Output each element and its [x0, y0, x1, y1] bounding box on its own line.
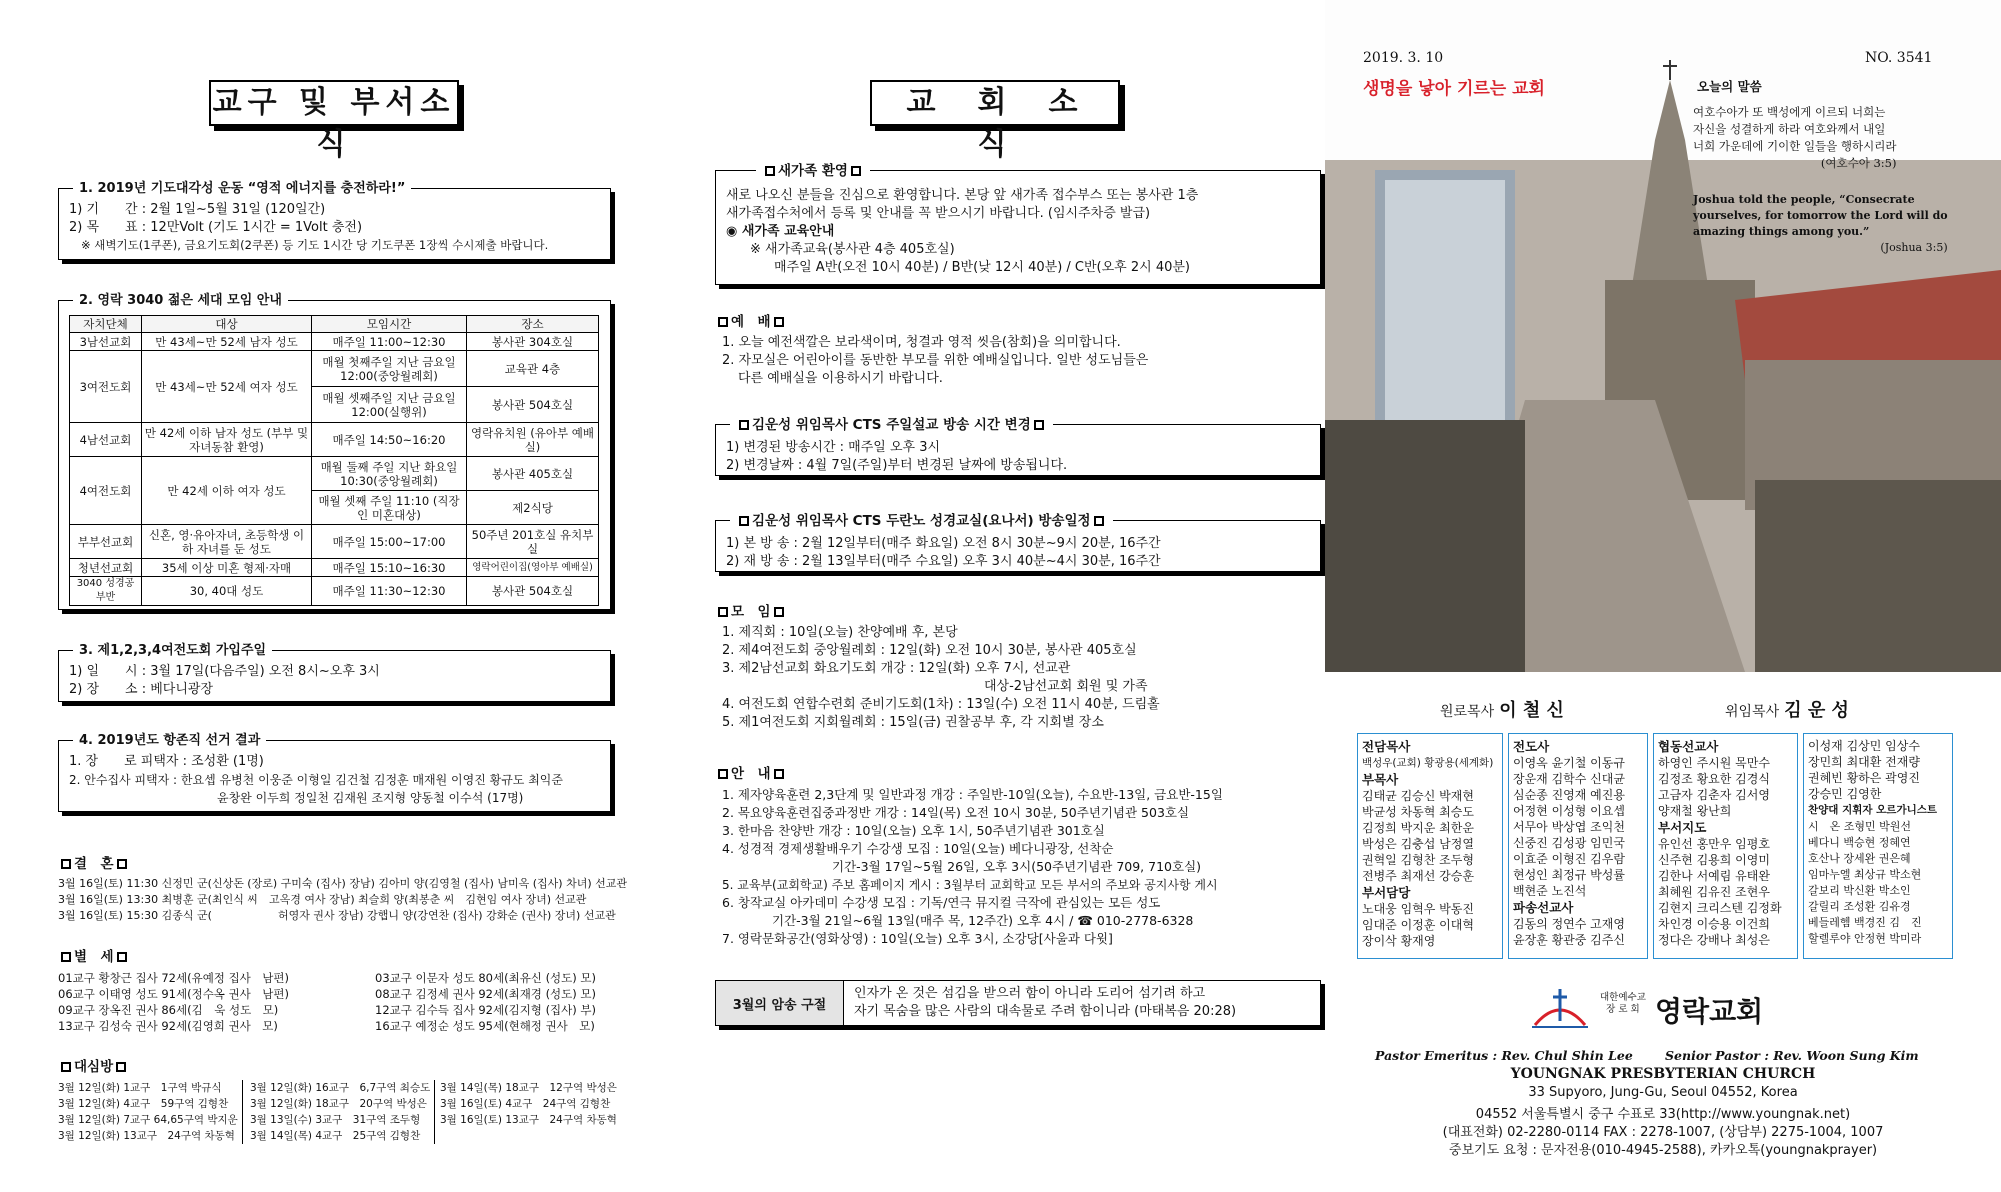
- clergy-line: 박균성 차동혁 최승도: [1362, 805, 1474, 819]
- clergy-heading: 부목사: [1362, 772, 1399, 787]
- clergy-heading: 전담목사: [1362, 739, 1411, 754]
- prayer-goal: 2) 목 표 : 12만Volt (기도 1시간 = 1Volt 충전): [69, 220, 363, 235]
- list-item: 03교구 이문자 성도 80세(최유신 (성도) 모): [375, 971, 597, 985]
- cts-schedule-change-section: [715, 417, 1321, 476]
- education-heading: ◉ 새가족 교육안내: [726, 224, 835, 239]
- welcome-text-2: 새가족접수처에서 등록 및 안내를 꼭 받으시기 바랍니다. (임시주차증 발급): [726, 206, 1151, 221]
- memory-verse-label: 3월의 암송 구절: [716, 981, 844, 1025]
- election-section: [58, 733, 611, 812]
- table-cell: 청년선교회: [70, 559, 142, 577]
- clergy-box-4: [1803, 733, 1953, 959]
- deacon-elected-cont: 윤창완 이두희 정일천 김재원 조지형 양동철 이수석 (17명): [217, 791, 524, 805]
- clergy-line: 차인경 이승용 이건희: [1658, 917, 1770, 931]
- table-cell: 매주일 15:00~17:00: [312, 525, 467, 559]
- list-item: 4. 여전도회 연합수련회 준비기도회(1차) : 13일(수) 오전 11시 40분, 드림홀: [722, 697, 1160, 712]
- clergy-line: 하영인 주시원 목만수: [1658, 756, 1770, 770]
- clergy-line: 김태균 김승신 박재현: [1362, 789, 1474, 803]
- table-cell: 4여전도회: [70, 457, 142, 525]
- education-place: ※ 새가족교육(봉사관 4층 405호실): [750, 242, 955, 257]
- visit-col-3: [440, 1080, 617, 1128]
- list-item: 3. 한마음 찬양반 개강 : 10일(오늘) 오후 1시, 50주년기념관 301호실: [722, 823, 1105, 838]
- clergy-line: 백현준 노진석: [1513, 884, 1587, 898]
- wedding-heading: 결 혼: [58, 852, 130, 872]
- cts-main-broadcast: 1) 본 방 송 : 2월 12일부터(매주 화요일) 오전 8시 30분~9시 20분, 16주간: [726, 536, 1161, 551]
- list-item: 3월 16일(토) 13교구 24구역 차동혁: [440, 1114, 617, 1126]
- clergy-line: 장민희 최대환 전재량: [1808, 755, 1920, 769]
- list-item: 3월 14일(목) 4교구 25구역 김형찬: [250, 1130, 421, 1142]
- table-cell: 봉사관 504호실: [467, 577, 599, 606]
- clergy-line: 윤장훈 황관중 김주신: [1513, 933, 1625, 947]
- list-item: 1. 제직회 : 10일(오늘) 찬양예배 후, 본당: [722, 625, 958, 640]
- logo-church-name: 영락교회: [1655, 995, 1764, 1028]
- middle-page-title: 교 회 소 식: [870, 80, 1120, 126]
- table-cell: 만 42세 이하 여자 성도: [142, 457, 312, 525]
- table-cell: 매주일 14:50~16:20: [312, 423, 467, 457]
- clergy-line: 유인선 홍만우 임평호: [1658, 837, 1770, 851]
- list-item: 7. 영락문화공간(영화상영) : 10일(오늘) 오후 3시, 소강당[사울과 다윗]: [722, 931, 1113, 946]
- notice-list: [722, 786, 1223, 948]
- clergy-line: 임마누엘 최상규 박소현: [1808, 868, 1922, 881]
- clergy-line: 이성재 김상민 임상수: [1808, 739, 1920, 753]
- clergy-line: 김현지 크리스텐 김정화: [1658, 901, 1782, 915]
- table-cell: 영락어린이집(영아부 예배실): [467, 559, 599, 577]
- deacon-elected: 2. 안수집사 피택자 : 한요셉 유병천 이웅준 이형일 김건철 김정훈 매재원 이영진 황규도 최익준: [69, 773, 563, 787]
- clergy-heading: 부서지도: [1658, 820, 1707, 835]
- clergy-line: 갈릴리 조성환 김유경: [1808, 900, 1911, 913]
- passing-list-right: [375, 970, 596, 1034]
- list-item: 2. 목요양육훈련집중과정반 개강 : 14일(목) 오전 10시 30분, 50주년기념관 503호실: [722, 805, 1190, 820]
- table-cell: 만 42세 이하 남자 성도 (부부 및 자녀동참 환영): [142, 423, 312, 457]
- clergy-line: 이영옥 윤기철 이동규: [1513, 756, 1625, 770]
- left-page-title: 교구 및 부서소식: [209, 80, 459, 126]
- prayer-note: ※ 새벽기도(1쿠폰), 금요기도회(2쿠폰) 등 기도 1시간 당 기도쿠폰 1장씩 수시제출 바랍니다.: [81, 238, 549, 252]
- right-page: [1325, 0, 2001, 1192]
- table-cell: 봉사관 405호실: [467, 457, 599, 491]
- list-item: 5. 교육부(교회학교) 주보 홈페이지 게시 : 3월부터 교회학교 모든 부서의 주보와 공지사항 게시: [722, 878, 1218, 892]
- visit-col-1: [58, 1080, 243, 1144]
- list-item: 3월 12일(화) 4교구 59구역 김형찬: [58, 1098, 229, 1110]
- clergy-line: 전병주 최재선 강승훈: [1362, 869, 1474, 883]
- prayer-period: 1) 기 간 : 2월 1일~5월 31일 (120일간): [69, 202, 326, 217]
- table-cell: 만 43세~만 52세 남자 성도: [142, 333, 312, 351]
- list-item: 5. 제1여전도회 지회월례회 : 15일(금) 권찰공부 후, 각 지회별 장소: [722, 715, 1104, 730]
- logo-denomination: [1600, 992, 1646, 1016]
- cts-change-date: 2) 변경날짜 : 4월 7일(주일)부터 변경된 날짜에 방송됩니다.: [726, 458, 1068, 473]
- list-item: 3월 12일(화) 18교구 20구역 박성은: [250, 1098, 427, 1110]
- verse-line: Joshua told the people, “Consecrate: [1693, 193, 1915, 206]
- pastor-emeritus-en: Pastor Emeritus : Rev. Chul Shin Lee: [1375, 1048, 1633, 1063]
- wedding-list: [58, 876, 627, 924]
- cts-bible-class-section: [715, 513, 1321, 572]
- young-generation-section: [58, 293, 611, 610]
- list-item: 16교구 예정순 성도 95세(현해정 권사 모): [375, 1019, 595, 1033]
- table-cell: 매월 둘째 주일 지난 화요일 10:30(중앙월례회): [312, 457, 467, 491]
- verse-line: 여호수아가 또 백성에게 이르되 너희는: [1693, 105, 1886, 119]
- clergy-line: 박성은 김충섭 남정열: [1362, 837, 1474, 851]
- clergy-line: 백성우(교회) 황광용(세계화): [1362, 757, 1494, 769]
- list-item: 3월 12일(화) 7교구 64,65구역 박지운: [58, 1114, 238, 1126]
- table-cell: 매월 셋째 주일 11:10 (직장인 미혼대상): [312, 491, 467, 525]
- today-word-korean: [1693, 104, 1896, 172]
- table-cell: 매주일 15:10~16:30: [312, 559, 467, 577]
- list-item: 3월 16일(토) 11:30 신정민 군(신상돈 (장로) 구미숙 (집사) 장남) 김아미 양(김영철 (집사) 남미옥 (집사) 차녀) 선교관: [58, 877, 628, 890]
- list-item: 1. 오늘 예전색깔은 보라색이며, 청결과 영적 씻음(참회)을 의미합니다.: [722, 335, 1121, 350]
- list-item: 다른 예배실을 이용하시기 바랍니다.: [738, 371, 943, 386]
- clergy-box-2: [1508, 733, 1648, 959]
- memory-verse-box: [715, 980, 1321, 1026]
- list-item: 대상-2남선교회 회원 및 가족: [984, 679, 1148, 694]
- join-place: 2) 장 소 : 베다니광장: [69, 682, 214, 697]
- list-item: 12교구 김수득 집사 92세(김지형 (집사) 부): [375, 1003, 597, 1017]
- clergy-line: 김정조 황요한 김경식: [1658, 772, 1770, 786]
- table-cell: 제2식당: [467, 491, 599, 525]
- list-item: 01교구 황창근 집사 72세(유예정 집사 남편): [58, 971, 289, 985]
- clergy-line: 정다은 강배나 최성은: [1658, 933, 1770, 947]
- church-name-en: YOUNGNAK PRESBYTERIAN CHURCH: [1510, 1066, 1816, 1082]
- list-item: 2. 자모실은 어린아이를 동반한 부모를 위한 예배실입니다. 일반 성도님들은: [722, 353, 1149, 368]
- table-cell: 부부선교회: [70, 525, 142, 559]
- list-item: 6. 창작교실 아카데미 수강생 모집 : 기독/연극 뮤지컬 극작에 관심있는 모든 성도: [722, 895, 1161, 910]
- clergy-heading: 부서담당: [1362, 885, 1411, 900]
- verse-line: 너희 가운데에 기이한 일들을 행하시리라: [1693, 139, 1897, 153]
- worship-heading: 예 배: [715, 310, 787, 330]
- table-cell: 35세 이상 미혼 형제·자매: [142, 559, 312, 577]
- clergy-line: 고금자 김춘자 김서영: [1658, 788, 1770, 802]
- logo-text-1: 대한예수교: [1600, 992, 1646, 1003]
- list-item: 06교구 이태영 성도 91세(정수옥 권사 남편): [58, 987, 289, 1001]
- clergy-line: 베다니 백승현 정혜연: [1808, 836, 1911, 849]
- verse-line: amazing things among you.”: [1693, 225, 1870, 238]
- elder-elected: 1. 장 로 피택자 : 조성환 (1명): [69, 754, 264, 769]
- col-header: 장소: [467, 316, 599, 333]
- address-ko: 04552 서울특별시 중구 수표로 33(http://www.youngnak.net): [1475, 1107, 1851, 1122]
- cts-change-time: 1) 변경된 방송시간 : 매주일 오후 3시: [726, 440, 941, 455]
- list-item: 09교구 장옥진 권사 86세(김 욱 성도 모): [58, 1003, 279, 1017]
- middle-page: [650, 0, 1320, 1192]
- table-cell: 매주일 11:00~12:30: [312, 333, 467, 351]
- clergy-line: 장이삭 황재영: [1362, 934, 1436, 948]
- young-generation-heading: 2. 영락 3040 젊은 세대 모임 안내: [73, 289, 288, 308]
- clergy-heading: 협동선교사: [1658, 739, 1719, 754]
- clergy-line: 베들레헴 백경진 김 진: [1808, 916, 1922, 929]
- clergy-line: 현성인 최정규 박성률: [1513, 868, 1625, 882]
- table-cell: 만 43세~만 52세 여자 성도: [142, 351, 312, 423]
- table-cell: 3남선교회: [70, 333, 142, 351]
- clergy-line: 호산나 장세완 권은혜: [1808, 852, 1911, 865]
- clergy-line: 노대웅 임혁우 박동진: [1362, 902, 1474, 916]
- list-item: 3월 16일(토) 4교구 24구역 김형찬: [440, 1098, 611, 1110]
- logo-text-2: 장 로 회: [1606, 1004, 1640, 1015]
- clergy-heading: 파송선교사: [1513, 900, 1574, 915]
- church-slogan: 생명을 낳아 기르는 교회: [1363, 79, 1545, 99]
- clergy-line: 김동의 정연수 고재영: [1513, 917, 1625, 931]
- clergy-heading: 전도사: [1513, 739, 1550, 754]
- list-item: 3월 12일(화) 13교구 24구역 차동혁: [58, 1130, 235, 1142]
- cts-bible-heading: 김운성 위임목사 CTS 두란노 성경교실(요나서) 방송일정: [730, 509, 1113, 529]
- table-cell: 50주년 201호실 유치부실: [467, 525, 599, 559]
- visit-col-2: [250, 1080, 435, 1144]
- today-word-english: [1693, 192, 1948, 256]
- table-cell: 매주일 11:30~12:30: [312, 577, 467, 606]
- prayer-campaign-heading: 1. 2019년 기도대각성 운동 “영적 에너지를 충전하라!”: [73, 177, 411, 196]
- cts-change-heading: 김운성 위임목사 CTS 주일설교 방송 시간 변경: [730, 413, 1053, 433]
- election-heading: 4. 2019년도 항존직 선거 결과: [73, 729, 266, 748]
- list-item: 기간-3월 17일~5월 26일, 오후 3시(50주년기념관 709, 710호실): [832, 859, 1202, 874]
- memory-verse-line-2: 자기 목숨을 많은 사람의 대속물로 주려 함이니라 (마태복음 20:28): [854, 1004, 1237, 1019]
- clergy-heading: 찬양대 지휘자 오르가니스트: [1808, 804, 1938, 816]
- table-cell: 4남선교회: [70, 423, 142, 457]
- clergy-line: 어정현 이성형 이요셉: [1513, 804, 1625, 818]
- list-item: 기간-3월 21일~6월 13일(매주 목, 12주간) 오후 4시 / ☎ 010-2778-6328: [772, 913, 1194, 928]
- meeting-list: [722, 624, 1160, 732]
- clergy-line: 양재철 왕난희: [1658, 804, 1732, 818]
- clergy-box-3: [1653, 733, 1798, 959]
- list-item: 2. 제4여전도회 중앙월례회 : 12일(화) 오전 10시 30분, 봉사관 405호실: [722, 643, 1137, 658]
- verse-ref: (여호수아 3:5): [1820, 156, 1897, 170]
- education-time: 매주일 A반(오전 10시 40분) / B반(낮 12시 40분) / C반(오후 2시 40분): [774, 260, 1191, 275]
- col-header: 자치단체: [70, 316, 142, 333]
- join-sunday-heading: 3. 제1,2,3,4여전도회 가입주일: [73, 639, 272, 658]
- senior-pastor: 위임목사 김 운 성: [1725, 700, 1849, 721]
- memory-verse-line-1: 인자가 온 것은 섬김을 받으러 함이 아니라 도리어 섬기려 하고: [854, 986, 1206, 1001]
- table-cell: 3여전도회: [70, 351, 142, 423]
- welcome-heading: 새가족 환영: [756, 159, 870, 179]
- issue-number: NO. 3541: [1865, 50, 1933, 66]
- phone-numbers: (대표전화) 02-2280-0114 FAX : 2278-1007, (상담부) 2275-1004, 1007: [1442, 1125, 1884, 1140]
- worship-list: [722, 334, 1148, 388]
- clergy-line: 시 온 조형민 박원선: [1808, 820, 1912, 833]
- list-item: 13교구 김성숙 권사 92세(김영희 권사 모): [58, 1019, 278, 1033]
- list-item: 3월 12일(화) 16교구 6,7구역 최승도: [250, 1082, 431, 1094]
- table-cell: 매월 셋째주일 지난 금요일 12:00(실행위): [312, 387, 467, 423]
- cts-rebroadcast: 2) 재 방 송 : 2월 13일부터(매주 수요일) 오후 3시 40분~4시 30분, 16주간: [726, 554, 1161, 569]
- clergy-line: 할렐루야 안정현 박미라: [1808, 932, 1922, 945]
- prayer-campaign-section: [58, 181, 611, 260]
- church-logo-icon: [1530, 985, 1590, 1030]
- clergy-line: 장운재 김학수 신대균: [1513, 772, 1625, 786]
- list-item: 3. 제2남선교회 화요기도회 개강 : 12일(화) 오후 7시, 선교관: [722, 661, 1071, 676]
- clergy-line: 신주현 김용희 이영미: [1658, 853, 1770, 867]
- clergy-line: 신중진 김성광 임민국: [1513, 836, 1625, 850]
- table-cell: 봉사관 504호실: [467, 387, 599, 423]
- left-page: [0, 0, 650, 1192]
- list-item: 3월 16일(토) 13:30 최병훈 군(최인식 씨 고옥경 여사 장남) 최슬희 양(최봉춘 씨 김현임 여사 장녀) 선교관: [58, 893, 587, 906]
- clergy-line: 김정희 박지운 최한운: [1362, 821, 1474, 835]
- church-logo: [1530, 985, 1590, 1030]
- meeting-heading: 모 임: [715, 600, 787, 620]
- emeritus-pastor: 원로목사 이 철 신: [1440, 700, 1564, 721]
- clergy-line: 갈보리 박신환 박소인: [1808, 884, 1911, 897]
- clergy-line: 이효준 이형진 김우람: [1513, 852, 1625, 866]
- clergy-line: 권혜빈 황하은 곽영진: [1808, 771, 1920, 785]
- join-time: 1) 일 시 : 3월 17일(다음주일) 오전 8시~오후 3시: [69, 664, 380, 679]
- table-cell: 신혼, 영·유아자녀, 초등학생 이하 자녀를 둔 성도: [142, 525, 312, 559]
- col-header: 대상: [142, 316, 312, 333]
- clergy-box-1: [1357, 733, 1503, 959]
- col-header: 모임시간: [312, 316, 467, 333]
- today-word-heading: 오늘의 말씀: [1697, 79, 1762, 94]
- visit-heading: 대심방: [58, 1055, 129, 1075]
- clergy-line: 권혁일 김형찬 조두형: [1362, 853, 1474, 867]
- table-cell: 3040 성경공부반: [70, 577, 142, 606]
- table-cell: 봉사관 304호실: [467, 333, 599, 351]
- clergy-line: 김한나 서예림 유태완: [1658, 869, 1770, 883]
- table-cell: 30, 40대 성도: [142, 577, 312, 606]
- welcome-section: [715, 163, 1321, 285]
- join-sunday-section: [58, 643, 611, 702]
- notice-heading: 안 내: [715, 762, 787, 782]
- meeting-table: [69, 315, 599, 606]
- clergy-line: 강승민 김영한: [1808, 787, 1882, 801]
- clergy-line: 심순종 진영재 예진용: [1513, 788, 1625, 802]
- list-item: 1. 제자양육훈련 2,3단계 및 일반과정 개강 : 주일반-10일(오늘), 수요반-13일, 금요반-15일: [722, 787, 1223, 802]
- verse-line: 자신을 성결하게 하라 여호와께서 내일: [1693, 122, 1886, 136]
- passing-heading: 별 세: [58, 945, 130, 965]
- issue-date: 2019. 3. 10: [1363, 50, 1444, 66]
- list-item: 3월 13일(수) 3교구 31구역 조두형: [250, 1114, 421, 1126]
- prayer-request: 중보기도 요청 : 문자전용(010-4945-2588), 카카오톡(youngnakprayer): [1448, 1143, 1878, 1158]
- list-item: 4. 성경적 경제생활배우기 수강생 모집 : 10일(오늘) 베다니광장, 선착순: [722, 841, 1114, 856]
- table-cell: 영락유치원 (유아부 예배실): [467, 423, 599, 457]
- verse-line: yourselves, for tomorrow the Lord will do: [1693, 209, 1948, 222]
- clergy-line: 임대준 이정훈 이대혁: [1362, 918, 1474, 932]
- list-item: 08교구 김정세 권사 92세(최재경 (성도) 모): [375, 987, 597, 1001]
- welcome-text-1: 새로 나오신 분들을 진심으로 환영합니다. 본당 앞 새가족 접수부스 또는 봉사관 1층: [726, 188, 1199, 203]
- list-item: 3월 14일(목) 18교구 12구역 박성은: [440, 1082, 617, 1094]
- clergy-line: 서무아 박상엽 조익천: [1513, 820, 1625, 834]
- list-item: 3월 12일(화) 1교구 1구역 박규식: [58, 1082, 222, 1094]
- address-en: 33 Supyoro, Jung-Gu, Seoul 04552, Korea: [1528, 1085, 1798, 1100]
- passing-list-left: [58, 970, 289, 1034]
- table-cell: 매월 첫째주일 지난 금요일 12:00(중앙월례회): [312, 351, 467, 387]
- table-cell: 교육관 4층: [467, 351, 599, 387]
- senior-pastor-en: Senior Pastor : Rev. Woon Sung Kim: [1665, 1048, 1919, 1063]
- verse-ref: (Joshua 3:5): [1880, 241, 1948, 254]
- clergy-line: 최혜원 김유진 조현우: [1658, 885, 1770, 899]
- list-item: 3월 16일(토) 15:30 김종식 군( 허영자 권사 장남) 강햅니 양(강연찬 (집사) 강화순 (권사) 장녀) 선교관: [58, 909, 616, 922]
